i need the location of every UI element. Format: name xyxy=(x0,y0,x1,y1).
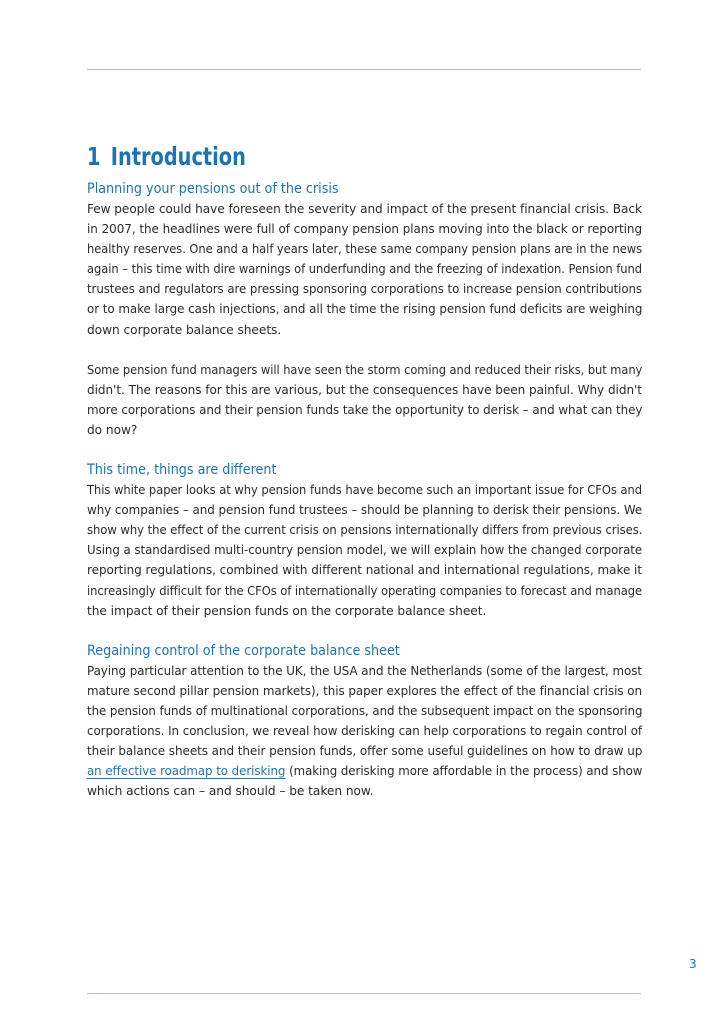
text-line: Few people could have foreseen the severity and impact of the present financial crisis. Back xyxy=(87,202,642,216)
text-line: down corporate balance sheets. xyxy=(87,322,282,337)
roadmap-link[interactable]: an effective roadmap to derisking xyxy=(87,764,286,779)
text-line: again – this time with dire warnings of underfunding and the freezing of indexation. Pension fund xyxy=(87,262,642,277)
section-title xyxy=(87,141,564,173)
main-content xyxy=(87,141,642,821)
subsection-heading: Regaining control of the corporate balance sheet xyxy=(87,642,400,659)
text-line: mature second pillar pension markets), this paper explores the effect of the financial crisis on xyxy=(87,683,642,698)
text-line: didn't. The reasons for this are various, but the consequences have been painful. Why didn't xyxy=(87,382,642,397)
text-line: the pension funds of multinational corporations, and the subsequent impact on the sponsoring xyxy=(87,703,643,718)
text-line: the impact of their pension funds on the corporate balance sheet. xyxy=(87,603,487,618)
paragraph xyxy=(87,480,642,621)
text-line: Paying particular attention to the UK, the USA and the Netherlands (some of the largest, most xyxy=(87,663,642,678)
text-line: corporations. In conclusion, we reveal how derisking can help corporations to regain control of xyxy=(87,723,642,738)
text-line: trustees and regulators are pressing sponsoring corporations to increase pension contributions xyxy=(87,282,642,297)
text-line: healthy reserves. One and a half years later, these same company pension plans are in the news xyxy=(87,242,642,257)
paragraph xyxy=(87,199,642,340)
text-line: in 2007, the headlines were full of company pension plans moving into the black or reporting xyxy=(87,222,642,237)
paragraph xyxy=(87,661,642,802)
text-line: why companies – and pension fund trustees – should be planning to derisk their pensions. We xyxy=(87,503,643,518)
text-line: or to make large cash injections, and all the time the rising pension fund deficits are weighing xyxy=(87,302,643,317)
text-line: more corporations and their pension funds take the opportunity to derisk – and what can they xyxy=(87,402,643,417)
text-line: increasingly difficult for the CFOs of internationally operating companies to forecast and manage xyxy=(87,583,642,598)
section-number: 1 xyxy=(87,142,101,171)
header-rule xyxy=(87,69,641,70)
text-line: show why the effect of the current crisis on pensions internationally differs from previous crises. xyxy=(87,523,643,538)
subsection-heading: This time, things are different xyxy=(87,462,277,479)
paragraph xyxy=(87,360,642,440)
text-line: which actions can – and should – be taken now. xyxy=(87,784,374,799)
text-line: Some pension fund managers will have seen the storm coming and reduced their risks, but many xyxy=(87,362,643,377)
link-line-rest: (making derisking more affordable in the process) and show xyxy=(285,764,643,779)
text-line: do now? xyxy=(87,422,138,437)
footer-rule xyxy=(87,993,641,994)
text-line: Using a standardised multi-country pension model, we will explain how the changed corporate xyxy=(87,543,643,558)
subsection-heading: Planning your pensions out of the crisis xyxy=(87,181,339,197)
text-line: reporting regulations, combined with different national and international regulations, make it xyxy=(87,563,642,578)
section-title-text: Introduction xyxy=(110,142,246,171)
text-line-with-link xyxy=(87,761,642,781)
page-number: 3 xyxy=(689,957,697,971)
text-line: This white paper looks at why pension funds have become such an important issue for CFOs and xyxy=(87,483,642,498)
text-line: their balance sheets and their pension funds, offer some useful guidelines on how to draw up xyxy=(87,744,643,759)
